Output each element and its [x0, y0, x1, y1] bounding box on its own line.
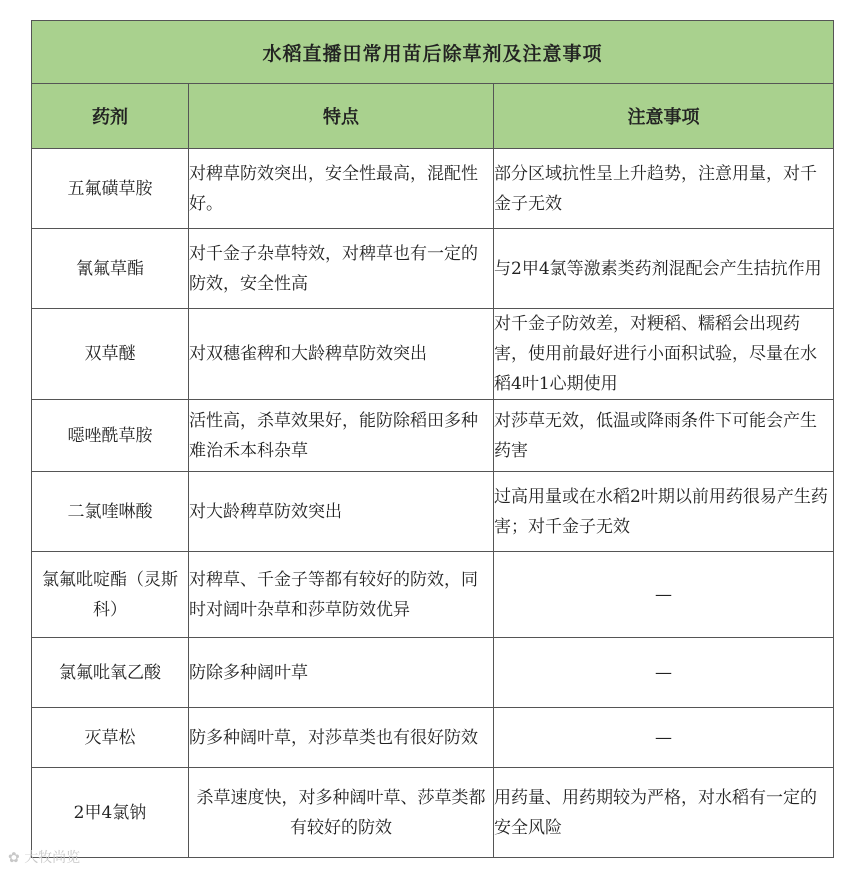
feature-cell: 杀草速度快，对多种阔叶草、莎草类都有较好的防效: [189, 768, 494, 858]
feature-cell: 活性高，杀草效果好，能防除稻田多种难治禾本科杂草: [189, 400, 494, 472]
feature-cell: 对稗草、千金子等都有较好的防效，同时对阔叶杂草和莎草防效优异: [189, 552, 494, 638]
header-row: [32, 84, 834, 149]
drug-name: 2甲4氯钠: [32, 768, 189, 858]
drug-name: 二氯喹啉酸: [32, 472, 189, 552]
note-cell: 与2甲4氯等激素类药剂混配会产生拮抗作用: [494, 229, 834, 309]
watermark: [8, 847, 80, 867]
feature-cell: 防除多种阔叶草: [189, 638, 494, 708]
drug-name: 氰氟草酯: [32, 229, 189, 309]
feature-cell: 对稗草防效突出，安全性最高，混配性好。: [189, 149, 494, 229]
drug-name: 双草醚: [32, 309, 189, 400]
herbicide-table: [31, 20, 834, 858]
drug-name: 五氟磺草胺: [32, 149, 189, 229]
note-cell: 对千金子防效差，对粳稻、糯稻会出现药害，使用前最好进行小面积试验，尽量在水稻4叶1心期使用: [494, 309, 834, 400]
note-cell: 用药量、用药期较为严格，对水稻有一定的安全风险: [494, 768, 834, 858]
table-row: [32, 552, 834, 638]
table-title: 水稻直播田常用苗后除草剂及注意事项: [32, 21, 834, 84]
title-row: [32, 21, 834, 84]
table-row: [32, 149, 834, 229]
note-cell: 对莎草无效，低温或降雨条件下可能会产生药害: [494, 400, 834, 472]
drug-name: 氯氟吡氧乙酸: [32, 638, 189, 708]
header-note: 注意事项: [494, 84, 834, 149]
table-row: [32, 472, 834, 552]
drug-name: 氯氟吡啶酯（灵斯科）: [32, 552, 189, 638]
table-row: [32, 309, 834, 400]
note-cell: —: [494, 638, 834, 708]
header-drug: 药剂: [32, 84, 189, 149]
feature-cell: 对千金子杂草特效，对稗草也有一定的防效，安全性高: [189, 229, 494, 309]
feature-cell: 对大龄稗草防效突出: [189, 472, 494, 552]
table-row: [32, 768, 834, 858]
drug-name: 灭草松: [32, 708, 189, 768]
drug-name: 噁唑酰草胺: [32, 400, 189, 472]
watermark-logo-icon: ✿: [8, 850, 20, 866]
table-row: [32, 638, 834, 708]
table-row: [32, 400, 834, 472]
header-feature: 特点: [189, 84, 494, 149]
note-cell: 过高用量或在水稻2叶期以前用药很易产生药害；对千金子无效: [494, 472, 834, 552]
feature-cell: 对双穗雀稗和大龄稗草防效突出: [189, 309, 494, 400]
note-cell: 部分区域抗性呈上升趋势，注意用量，对千金子无效: [494, 149, 834, 229]
note-cell: —: [494, 552, 834, 638]
table-row: [32, 229, 834, 309]
table-row: [32, 708, 834, 768]
note-cell: —: [494, 708, 834, 768]
feature-cell: 防多种阔叶草，对莎草类也有很好防效: [189, 708, 494, 768]
watermark-text: 大牧尚览: [24, 850, 81, 866]
